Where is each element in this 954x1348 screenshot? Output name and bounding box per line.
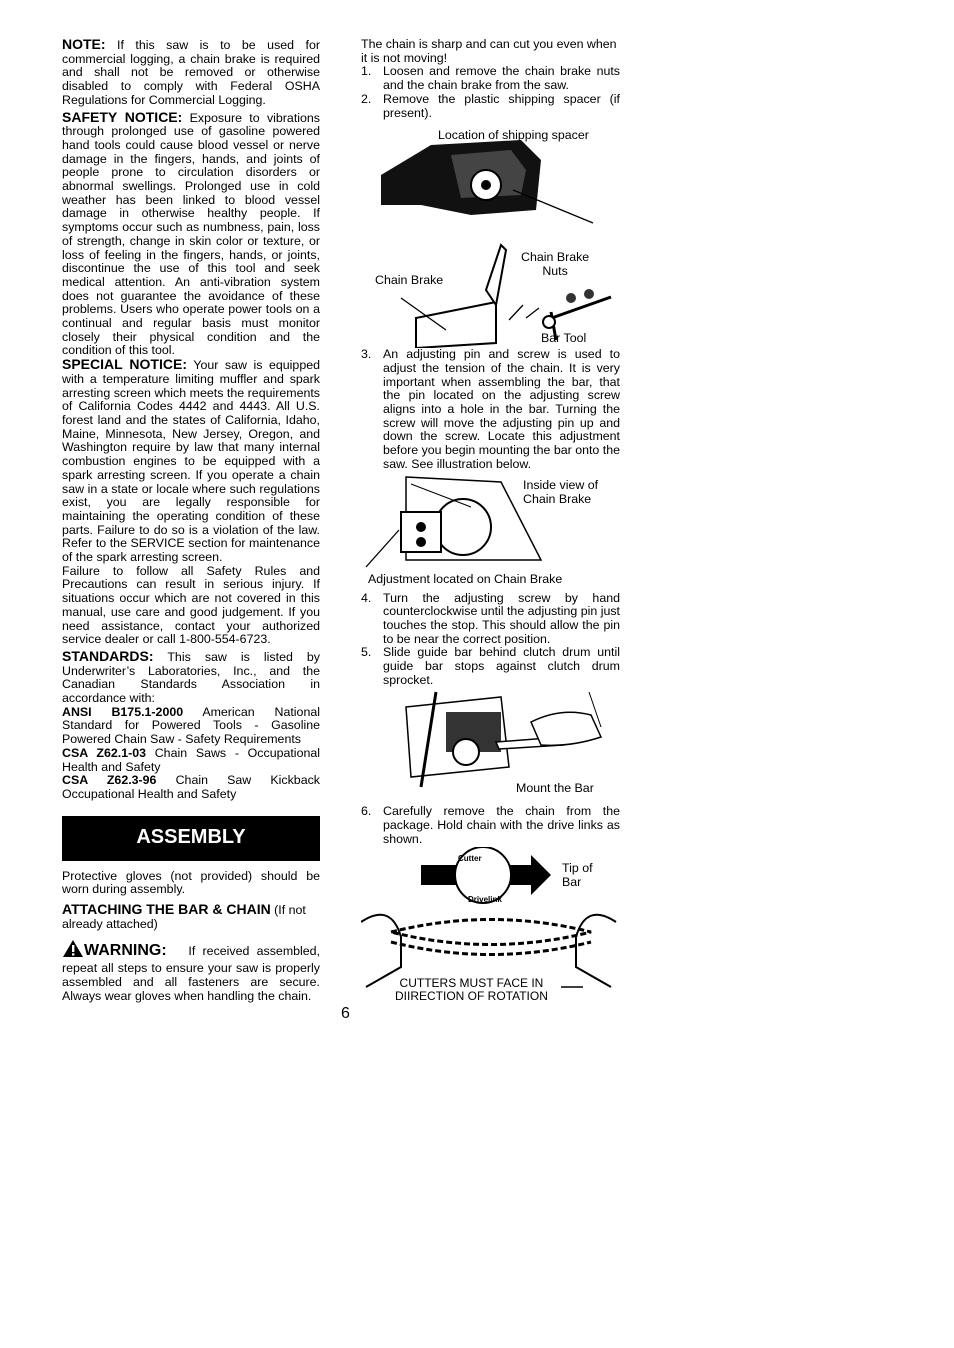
steps-4-5 <box>361 592 620 688</box>
special-notice-heading: SPECIAL NOTICE: <box>62 356 187 373</box>
step-3-list <box>361 348 620 471</box>
cutter-label: Cutter <box>458 853 482 863</box>
right-column <box>361 38 620 1017</box>
assembly-banner <box>62 816 320 861</box>
step-3-number: 3. <box>361 347 372 362</box>
step-5 <box>361 646 620 687</box>
note-heading: NOTE: <box>62 36 106 52</box>
figure-chain-brake-removal <box>361 120 620 348</box>
step-6-number: 6. <box>361 804 372 819</box>
warning-text: If received assembled, repeat all steps to ensure your saw is properly assembled and all fasteners are secure. Always wear gloves when handling the chain. <box>62 944 321 1003</box>
step-3-text: An adjusting pin and screw is used to adjust the tension of the chain. It is very important when assembling the bar, that the pin located on the adjusting screw aligns into a hole in the bar. Turning the screw will move the adjusting pin up and down the screw. Locate this adjustment before you begin mounting the bar onto the saw. See illustration below. <box>383 347 620 471</box>
adjustment-label: Adjustment located on Chain Brake <box>368 571 563 586</box>
chain-brake-removal-illustration <box>361 120 620 348</box>
standard-ansi-code: ANSI B175.1-2000 <box>62 704 184 719</box>
attaching-heading: ATTACHING THE BAR & CHAIN <box>62 901 271 918</box>
standard-ansi-text: American National Standard for Powered Tools - Gasoline Powered Chain Saw - Safety Requirements <box>62 704 320 747</box>
step-5-number: 5. <box>361 645 372 660</box>
safety-notice-paragraph <box>62 108 320 359</box>
standard-csa-1-text: Chain Saws - Occupational Health and Safety <box>62 745 320 774</box>
standard-csa-3 <box>62 774 320 801</box>
standard-csa-3-code: CSA Z62.3-96 <box>62 773 157 788</box>
step-4-text: Turn the adjusting screw by hand counterclockwise until the adjusting pin just touches the stop. This should allow the pin to be near the correct position. <box>383 590 620 646</box>
tip-of-bar-label: Tip of Bar <box>562 860 593 889</box>
note-text: If this saw is to be used for commercial logging, a chain brake is required and shall not be removed or otherwise disabled to comply with Federal OSHA Regulations for Commercial Logging. <box>62 38 320 107</box>
shipping-spacer-label: Location of shipping spacer <box>438 128 589 143</box>
failure-paragraph: Failure to follow all Safety Rules and Precautions can result in serious injury. If situations occur which are not covered in this manual, use care and good judgement. If you need assistance, contact your authorized service dealer or call 1-800-554-6723. <box>62 563 320 647</box>
attaching-paragraph <box>62 903 320 931</box>
special-notice-text: Your saw is equipped with a temperature limiting muffler and spark arresting screen which meets the requirements of California Codes 4442 and 4443. All U.S. forest land and the states of California, Idaho, Maine, Minnesota, New Jersey, Oregon, and Washington require by law that many internal combustion engines to be equipped with a spark arresting screen. If you operate a chain saw in a state or locale where such regulations exist, you are legally responsible for maintaining the operating condition of these parts. Failure to do so is a violation of the law. Refer to the SERVICE section for maintenance of the spark arresting screen. <box>62 358 321 565</box>
step-4-number: 4. <box>361 590 372 605</box>
safety-notice-text: Exposure to vibrations through prolonged use of gasoline powered hand tools could cause blood vessel or nerve damage in the fingers, hands, and joints of people prone to circulation disorders or abnormal swellings. Prolonged use in cold weather has been linked to blood vessel damage in otherwise healthy people. If symptoms occur such as numbness, pain, loss of strength, change in skin color or texture, or loss of feeling in the fingers, hands, or joints, discontinue the use of this tool and seek medical attention. An anti-vibration system does not guarantee the avoidance of these problems. Users who operate power tools on a continual and regular basis must monitor closely their physical condition and the condition of this tool. <box>62 110 320 358</box>
step-5-text: Slide guide bar behind clutch drum until guide bar stops against clutch drum sprocket. <box>383 645 620 687</box>
figure-mount-bar <box>361 687 620 797</box>
chain-sharp-intro: The chain is sharp and can cut you even when it is not moving! <box>361 37 617 65</box>
warning-heading: WARNING: <box>84 942 167 960</box>
figure-inside-chain-brake <box>361 472 620 592</box>
step-6-list <box>361 805 620 846</box>
chain-brake-nuts-label: Chain Brake Nuts <box>521 250 590 279</box>
step-2-number: 2. <box>361 91 372 106</box>
mount-bar-label: Mount the Bar <box>516 781 594 796</box>
standard-csa-3-text: Chain Saw Kickback Occupational Health and Safety <box>62 773 320 801</box>
step-2 <box>361 93 620 120</box>
step-1 <box>361 65 620 92</box>
step-6-text: Carefully remove the chain from the package. Hold chain with the drive links as shown. <box>383 804 620 846</box>
cutters-direction-caption: CUTTERS MUST FACE IN DIIRECTION OF ROTATION <box>395 975 548 1003</box>
bar-tool-label: Bar Tool <box>541 331 587 346</box>
safety-notice-heading: SAFETY NOTICE: <box>62 108 183 125</box>
standards-paragraph <box>62 647 320 706</box>
step-6 <box>361 805 620 846</box>
page-number: 6 <box>341 1005 350 1022</box>
step-1-text: Loosen and remove the chain brake nuts and the chain brake from the saw. <box>383 64 620 93</box>
attaching-text: (If not already attached) <box>62 903 306 931</box>
step-1-number: 1. <box>361 64 372 79</box>
figure-chain-direction <box>361 847 620 1017</box>
drivelink-label: Drivelink <box>468 894 502 904</box>
warning-triangle-icon <box>62 939 84 962</box>
inside-view-label: Inside view of Chain Brake <box>523 477 599 506</box>
gloves-paragraph: Protective gloves (not provided) should be worn during assembly. <box>62 868 320 897</box>
note-paragraph <box>62 38 320 108</box>
steps-1-2 <box>361 65 620 120</box>
standards-heading: STANDARDS: <box>62 647 154 664</box>
chain-brake-label: Chain Brake <box>375 273 444 288</box>
standard-csa-1 <box>62 747 320 774</box>
standard-ansi <box>62 706 320 747</box>
assembly-title: ASSEMBLY <box>136 826 246 849</box>
step-4 <box>361 592 620 647</box>
standards-text: This saw is listed by Underwriter’s Laboratories, Inc., and the Canadian Standards Association in accordance with: <box>62 649 320 706</box>
left-column <box>62 38 320 1003</box>
warning-paragraph <box>62 939 320 1003</box>
step-2-text: Remove the plastic shipping spacer (if present). <box>383 91 620 120</box>
step-3 <box>361 348 620 471</box>
special-notice-paragraph <box>62 358 320 565</box>
standard-csa-1-code: CSA Z62.1-03 <box>62 745 147 760</box>
